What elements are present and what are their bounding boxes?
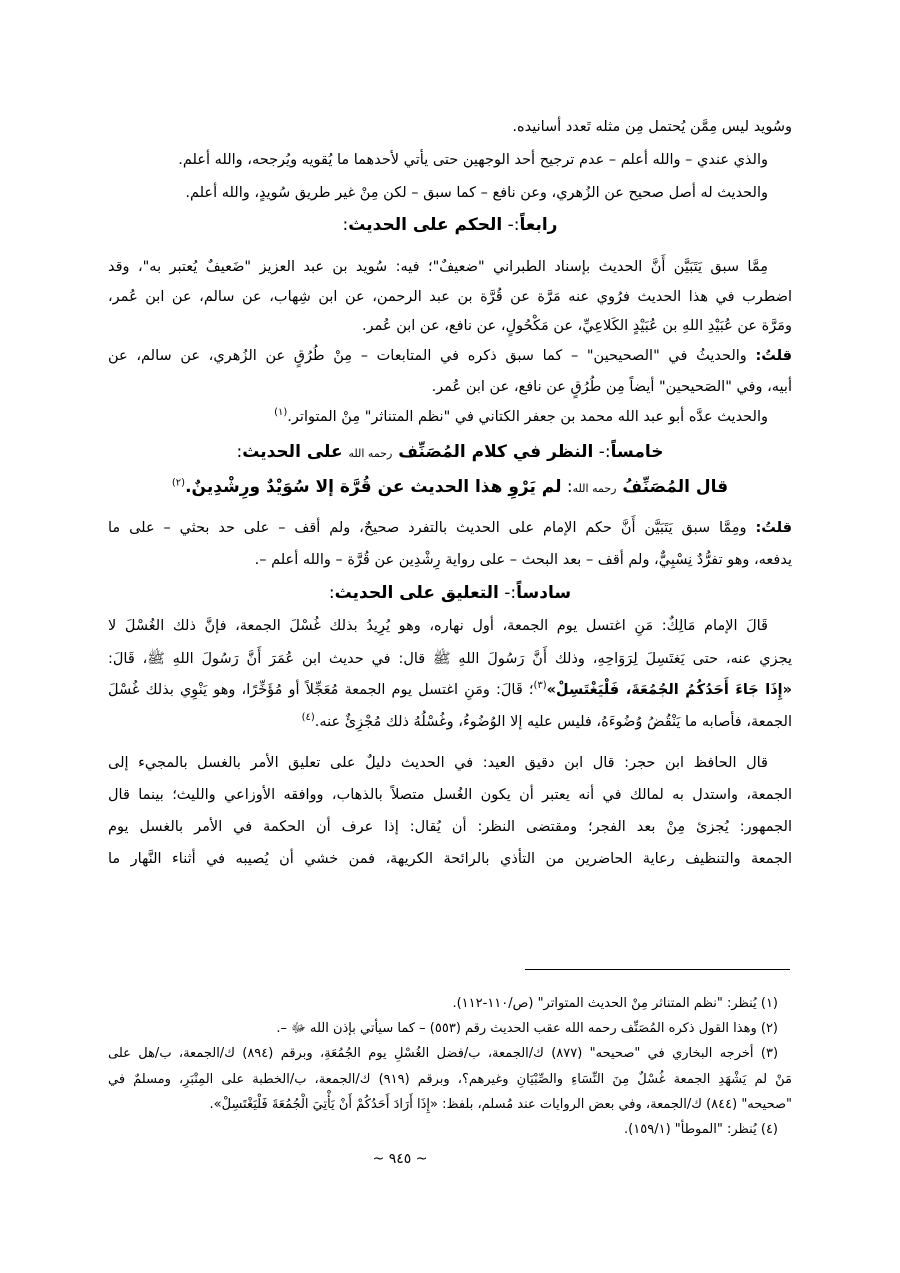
author-quote-heading — [108, 475, 792, 501]
footnote-3: (٣) أخرجه البخاري في "صحيحه" (٨٧٧) ك/الجمعة، ب/فضل الغُسْلِ يوم الجُمُعَةِ، وبرقم (٨٩٤) ك/الجمعة، ب/هل على — [108, 1046, 779, 1061]
heading-colon: : — [328, 583, 335, 603]
footnote-ref[interactable]: (٢) — [171, 477, 186, 489]
body-line: مِمَّا سبق يَتَبَيَّن أَنَّ الحديث بإسناد الطبراني "ضعيفٌ"؛ فيه: سُويد بن عبد العزيز "ضَعيفٌ يُعتبر به"، وقد — [108, 259, 768, 275]
quote-text: لم يَرْوِ هذا الحديث عن قُرَّة إلا سُوَيْدٌ ورِشْدِينٌ. — [185, 477, 562, 497]
footnote-1: (١) يُنظر: "نظم المتناثر مِنْ الحديث المتواتر" (ص/١١٠-١١٢). — [452, 996, 778, 1011]
body-line: الجمعة والتنظيف رعاية الحاضرين من التأذي بالرائحة الكريهة، فمن خشي أن يُصيبه في أثناء النَّهار ما — [108, 851, 792, 867]
footnote-4: (٤) يُنظر: "الموطأ" (١٥٩/١). — [624, 1122, 778, 1137]
body-line: والذي عندي – والله أعلم – عدم ترجيح أحد الوجهين حتى يأتي لأحدهما ما يُقويه ويُرجحه، والله أعلم. — [178, 152, 768, 168]
body-line — [108, 710, 792, 734]
heading-ordinal: خامساً — [610, 442, 664, 462]
heading-title: التعليق على الحديث — [334, 583, 499, 603]
qult-label: قلتُ: — [755, 348, 792, 364]
heading-title: الحكم على الحديث — [348, 215, 503, 235]
body-line — [108, 405, 792, 429]
quote-intro: قال المُصَنِّفُ — [622, 477, 729, 497]
body-line: اضطرب في هذا الحديث فرُوي عنه مَرَّة عن قُرَّة بن عبد الرحمن، عن ابن شِهاب، عن سالم، عن ابن عُمر، — [108, 289, 792, 305]
heading-sep: :- — [593, 442, 611, 462]
rahimahullah-symbol: رحمه الله — [348, 447, 393, 460]
heading-colon: : — [342, 215, 349, 235]
footnote-3-cont: مَنْ لم يَشْهَدِ الجمعة غُسْلٌ مِنَ النِّسَاءِ والصِّبْيَانِ وغيرهم؟، وبرقم (٩١٩) ك/الجمعة، ب/الخطبة على المِنْبَرِ، ومسلمٌ في — [108, 1072, 792, 1087]
section-heading-4 — [108, 213, 792, 237]
body-text: ؛ قَالَ: ومَنِ اغتسل يوم الجمعة مُعَجِّلاً أو مُؤَخِّرًا، وهو يَنْوِي بذلك غُسْلَ — [108, 682, 534, 698]
body-line — [108, 344, 792, 368]
footnote-divider — [525, 969, 790, 970]
footnote-ref[interactable]: (٤) — [301, 712, 315, 724]
heading-sep: :- — [502, 215, 520, 235]
body-text: الجمعة، فأصابه ما يَنْقُضُ وُضُوءَهُ، فليس عليه إلا الوُضُوءُ، وغُسْلُهُ ذلك مُجْزِئٌ عنه. — [314, 714, 792, 730]
section-heading-5 — [108, 440, 792, 466]
quote-colon: : — [561, 477, 573, 497]
body-line: أبيه، وفي "الصَحيحين" أيضاً مِن طُرُقٍ عن نافع، عن ابن عُمر. — [431, 379, 792, 395]
footnote-2: (٢) وهذا القول ذكره المُصَنِّف رحمه الله عقب الحديث رقم (٥٥٣) – كما سيأتي بإذن الله ﷻ –. — [276, 1021, 778, 1036]
footnote-ref[interactable]: (٣) — [533, 680, 547, 692]
rahimahullah-symbol: رحمه الله — [572, 482, 617, 495]
body-text: والحديث عدَّه أبو عبد الله محمد بن جعفر الكتاني في "نظم المتناثر" مِنْ المتواتر. — [287, 409, 768, 425]
footnote-3-cont: "صحيحه" (٨٤٤) ك/الجمعة، وفي بعض الروايات عند مُسلم، بلفظ: «إِذَا أَرَادَ أَحَدُكُمْ أَنْ يَأْتِيَ الْجُمُعَةَ فَلْيَغْتَسِلْ». — [209, 1097, 792, 1112]
body-text: والحديثُ في "الصحيحين" – كما سبق ذكره في المتابعات – مِنْ طُرُقٍ عن الزُهري، عن سالم، عن — [108, 348, 756, 364]
body-line: قال الحافظ ابن حجر: قال ابن دقيق العيد: في الحديث دليلٌ على تعليق الأمر بالغسل بالمجيء إلى — [108, 755, 768, 771]
heading-title: النظر في كلام المُصَنِّف — [398, 442, 594, 462]
body-line: يدفعه، وهو تفرُّدٌ نِسْبِيٌّ، ولم أقف – بعد البحث – على رواية رِشْدِين عن قُرَّة – والله أعلم –. — [254, 552, 792, 568]
heading-ordinal: سادساً — [516, 583, 572, 603]
page-number: ~ ٩٤٥ ~ — [372, 1151, 428, 1167]
body-line: الجمهور: يُجزئ مِنْ بعد الفجر؛ ومقتضى النظر: أن يُقال: إذا عرف أن الحكمة في الأمر بالغسل يوم — [108, 819, 792, 835]
heading-title-rest: على الحديث — [242, 442, 349, 462]
heading-colon: : — [236, 442, 243, 462]
body-line — [108, 516, 792, 540]
footnote-ref[interactable]: (١) — [274, 407, 288, 419]
body-line — [108, 678, 792, 702]
body-line: وسُويد ليس مِمَّن يُحتمل مِن مثله تَعدد أسانيده. — [512, 119, 792, 135]
body-line: قَالَ الإمام مَالِكٌ: مَنِ اغتسل يوم الجمعة، أول نهاره، وهو يُرِيدُ بذلك غُسْلَ الجمعة، فإنَّ ذلك الغُسْلَ لا — [108, 618, 768, 634]
qult-label: قلتُ: — [755, 520, 792, 536]
section-heading-6 — [108, 581, 792, 605]
heading-ordinal: رابعاً — [519, 215, 558, 235]
body-text: ومِمَّا سبق يَتَبَيَّن أَنَّ حكم الإمام على الحديث بالتفرد صحيحٌ، ولم أقف – على حد بحثي – على ما — [108, 520, 756, 536]
body-line: الجمعة، واستدل به لمالك في أنه يعتبر أن يكون الغُسل متصلاً بالذهاب، ووافقه الأوزاعي والليث؛ بينما قال — [108, 787, 792, 803]
heading-sep: :- — [498, 583, 517, 603]
body-line: ومَرَّة عن عُبَيْدِ اللهِ بن عُبَيْدٍ الكَلاعِيِّ، عن مَكْحُولٍ، عن نافع، عن ابن عُمر. — [361, 318, 792, 334]
hadith-text: «إِذَا جَاءَ أَحَدُكُمُ الجُمُعَةَ، فَلْيَغْتَسِلْ» — [546, 682, 792, 698]
body-line: والحديث له أصل صحيح عن الزُهري، وعن نافع – كما سبق – لكن مِنْ غير طريق سُويدٍ، والله أعلم. — [185, 185, 768, 201]
body-line: يجزي عنه، حتى يَغتَسِلَ لِرَوَاحِهِ، وذلك أَنَّ رَسُولَ اللهِ ﷺ قال: في حديث ابن عُمَرَ أَنَّ رَسُولَ اللهِ ﷺ، قَالَ: — [108, 651, 792, 667]
